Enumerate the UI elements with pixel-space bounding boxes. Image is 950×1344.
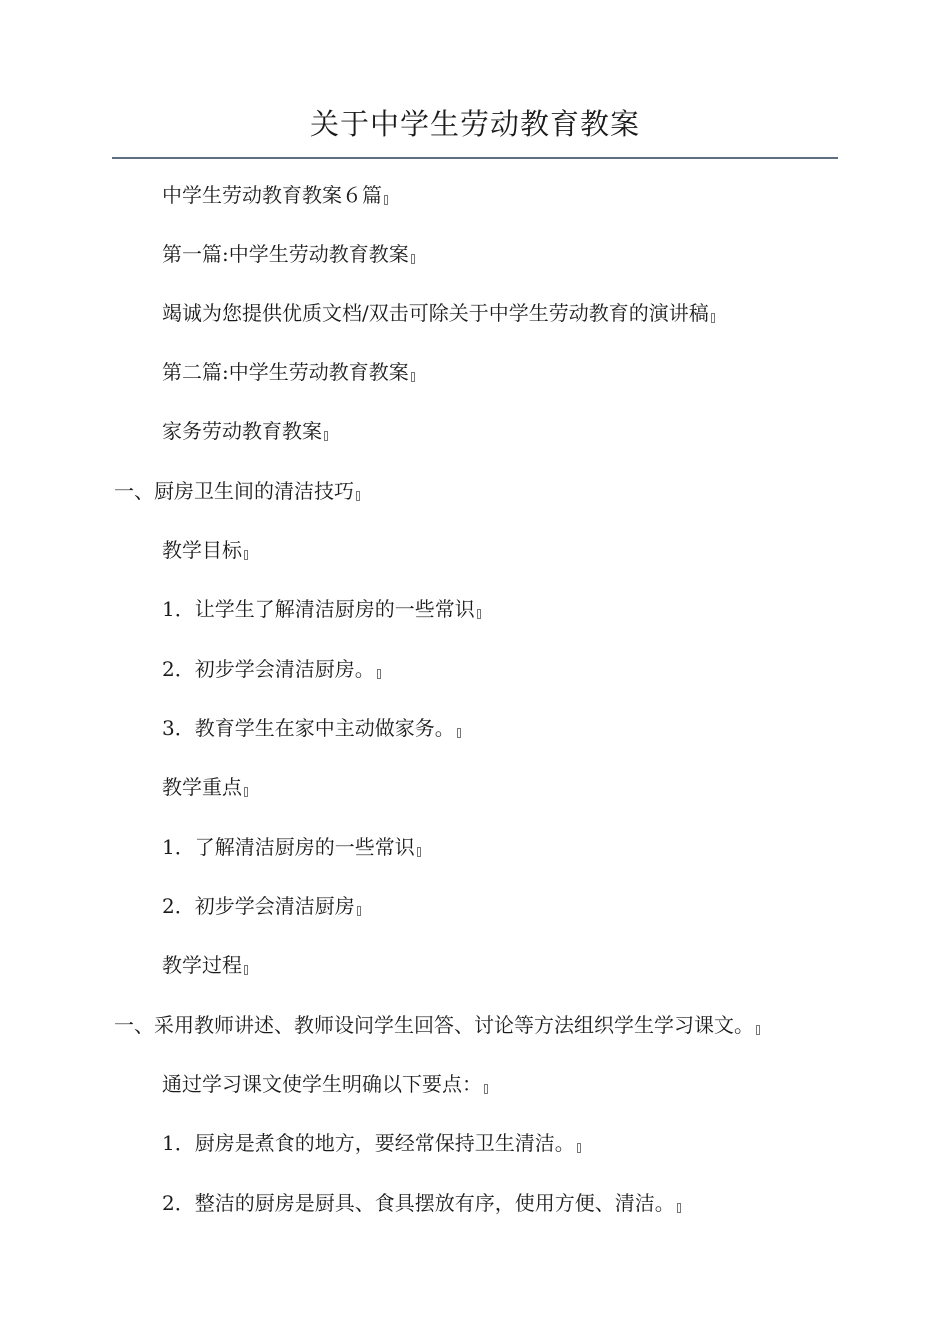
paragraph-mark-icon [577, 1143, 581, 1153]
paragraph-mark-icon [357, 906, 361, 916]
paragraph-text: 通过学习课文使学生明确以下要点： [162, 1072, 482, 1096]
paragraph-mark-icon [417, 847, 421, 857]
paragraph-mark-icon [324, 431, 328, 441]
section-heading [114, 1010, 760, 1040]
paragraph-mark-icon [244, 787, 248, 797]
paragraph-mark-icon [711, 313, 715, 323]
paragraph-mark-icon [411, 254, 415, 264]
paragraph-text: 一、厨房卫生间的清洁技巧 [114, 479, 354, 503]
paragraph-text: 1．了解清洁厨房的一些常识 [162, 835, 415, 859]
paragraph-text: 第一篇:中学生劳动教育教案 [162, 242, 409, 266]
paragraph [162, 772, 248, 802]
paragraph-mark-icon [244, 965, 248, 975]
paragraph-text: 2．初步学会清洁厨房 [162, 894, 355, 918]
paragraph [162, 357, 415, 387]
paragraph-mark-icon [477, 609, 481, 619]
paragraph-mark-icon [457, 728, 461, 738]
paragraph-text: 家务劳动教育教案 [162, 419, 322, 443]
list-item [162, 1128, 581, 1158]
document-title: 关于中学生劳动教育教案 [309, 107, 640, 141]
list-item [162, 654, 381, 684]
paragraph-mark-icon [484, 1084, 488, 1094]
list-item [162, 1188, 681, 1218]
list-item [162, 594, 481, 624]
paragraph [162, 1069, 488, 1099]
list-item [162, 891, 361, 921]
paragraph [162, 416, 328, 446]
paragraph-text: 1．让学生了解清洁厨房的一些常识 [162, 597, 475, 621]
title-underline [112, 157, 838, 159]
paragraph-text: 第二篇:中学生劳动教育教案 [162, 360, 409, 384]
paragraph-text: 竭诚为您提供优质文档/双击可除关于中学生劳动教育的演讲稿 [162, 301, 709, 325]
paragraph-mark-icon [377, 669, 381, 679]
paragraph-text: 中学生劳动教育教案６篇 [162, 183, 382, 207]
paragraph [162, 180, 388, 210]
paragraph-mark-icon [356, 491, 360, 501]
paragraph-mark-icon [244, 550, 248, 560]
paragraph-text: 1．厨房是煮食的地方，要经常保持卫生清洁。 [162, 1131, 575, 1155]
paragraph-text: 3．教育学生在家中主动做家务。 [162, 716, 455, 740]
paragraph-mark-icon [756, 1025, 760, 1035]
list-item [162, 713, 461, 743]
paragraph [162, 535, 248, 565]
paragraph-text: 教学目标 [162, 538, 242, 562]
paragraph-mark-icon [677, 1203, 681, 1213]
paragraph [162, 298, 715, 328]
paragraph-text: 2．初步学会清洁厨房。 [162, 657, 375, 681]
list-item [162, 832, 421, 862]
paragraph-text: 一、采用教师讲述、教师设问学生回答、讨论等方法组织学生学习课文。 [114, 1013, 754, 1037]
section-heading [114, 476, 360, 506]
paragraph [162, 239, 415, 269]
paragraph-text: 教学重点 [162, 775, 242, 799]
paragraph-mark-icon [384, 195, 388, 205]
paragraph-text: 2．整洁的厨房是厨具、食具摆放有序，使用方便、清洁。 [162, 1191, 675, 1215]
paragraph-text: 教学过程 [162, 953, 242, 977]
paragraph [162, 950, 248, 980]
paragraph-mark-icon [411, 372, 415, 382]
